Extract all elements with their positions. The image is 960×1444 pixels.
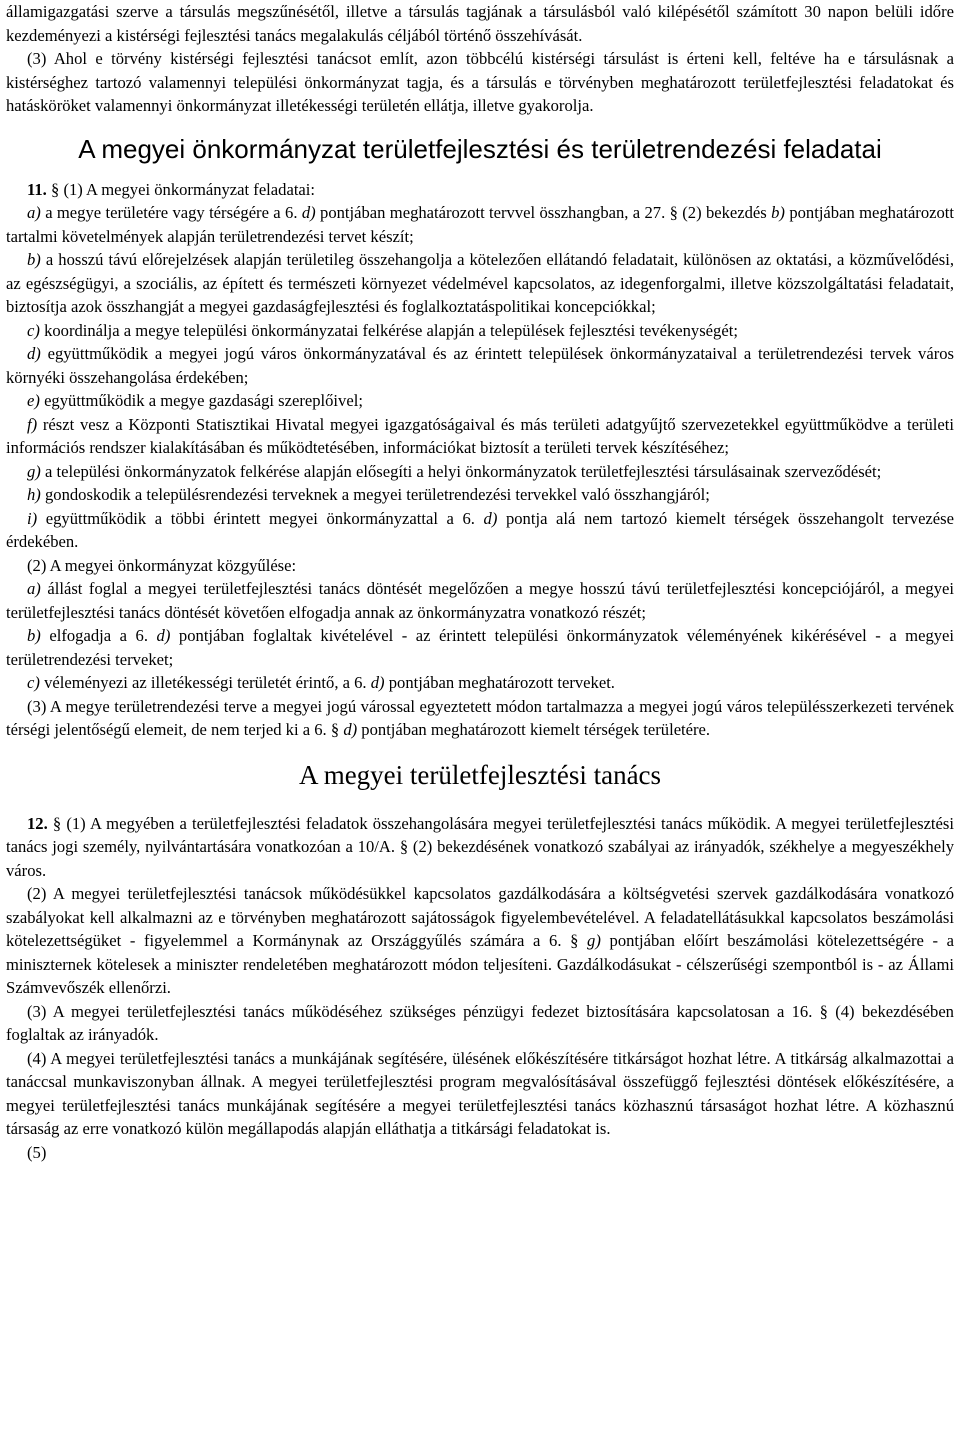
paragraph-continuation: államigazgatási szerve a társulás megszűnésétől, illetve a társulás tagjának a társulásból való kilépésétől számított 30 napon belüli időre kezdeményezi a kistérségi fejlesztési tanács megalakulás céljából történő összehívását. — [6, 2, 954, 45]
paragraph-11-3 — [6, 695, 954, 742]
item-g — [6, 460, 954, 484]
item-text: koordinálja a megye települési önkormányzatai felkérése alapján a települések fejlesztési tevékenységét; — [44, 320, 738, 340]
item-text: állást foglal a megyei területfejlesztési tanács döntését megelőzően a megye hosszú távú területfejlesztési koncepciójáról, a megyei területfejlesztési tanács döntését követően elfogadja annak az önkormányzatra vonatkozó részét; — [6, 579, 954, 622]
item-a — [6, 201, 954, 248]
item-letter: a) — [27, 579, 41, 598]
item-letter: f) — [27, 414, 38, 434]
item-ref: b) — [771, 203, 785, 222]
item-text: a települési önkormányzatok felkérése alapján elősegíti a helyi önkormányzatok területfejlesztési társulásainak szerveződését; — [44, 461, 882, 481]
paragraph-text: pontjában előírt beszámolási kötelezettségére - a miniszternek kötelesek a miniszter rendeletében meghatározott módon teljesíteni. Gazdálkodásukat - célszerűségi szempontból is - az Állami Számvevőszék ellenőrzi. — [6, 931, 954, 997]
section-11-intro — [6, 178, 954, 202]
item-text: gondoskodik a településrendezési terveknek a megyei területrendezési tervekkel való összhangjáról; — [44, 485, 710, 504]
paragraph-11-2: (2) A megyei önkormányzat közgyűlése: — [27, 555, 297, 575]
item-text: együttműködik a többi érintett megyei önkormányzattal a 6. — [45, 508, 475, 528]
item-letter: c) — [27, 673, 40, 692]
section-11-intro-text: (1) A megyei önkormányzat feladatai: — [63, 179, 316, 199]
section-12-5: (5) — [27, 1142, 47, 1162]
paragraph-text: (3) A megyei területfejlesztési tanács működéséhez szükséges pénzügyi fedezet biztosítására kapcsolatosan a 16. — [27, 1001, 813, 1021]
item-text: pontjában meghatározott tartalmi követelmények alapján területrendezési tervet készít; — [6, 203, 955, 246]
item-text: elfogadja a 6. — [49, 626, 148, 645]
section-symbol: § — [669, 203, 678, 222]
section-12-4: (4) A megyei területfejlesztési tanács a munkájának segítésére, ülésének előkészítésére titkárságot hozhat létre. A titkárság alkalmazottai a tanáccsal munkaviszonyban állnak. A megyei területfejlesztési program megvalósításával összefüggő fejlesztési döntések előkészítésére, a megyei területfejlesztési tanács munkájának segítésére a megyei területfejlesztési tanács közhasznú társaságot hozhat létre. A közhasznú társaság az erre vonatkozó külön megállapodás alapján elláthatja a titkársági feladatokat is. — [6, 1048, 954, 1138]
section-12-3 — [6, 1000, 954, 1047]
section-heading-county-council: A megyei területfejlesztési tanács — [298, 759, 662, 790]
item-ref: d) — [343, 720, 358, 739]
item-ref: d) — [301, 203, 316, 222]
item-letter: i) — [27, 508, 38, 528]
paragraph-text: pontjában meghatározott kiemelt térségek területére. — [361, 720, 711, 739]
item-letter: e) — [27, 391, 40, 410]
section-heading-county-tasks: A megyei önkormányzat területfejlesztési és területrendezési feladatai — [78, 133, 882, 164]
item-letter: b) — [27, 250, 41, 269]
section-number: 11. — [27, 179, 47, 199]
item-h — [6, 483, 954, 507]
item-letter: c) — [27, 320, 40, 340]
item-letter: d) — [27, 344, 41, 363]
item-f — [6, 413, 954, 460]
paragraph-text: (2) bekezdésének vonatkozó szabályai az irányadók, székhelye a megyeszékhely város. — [6, 837, 954, 880]
item-b — [6, 248, 954, 319]
item-text: véleményezi az illetékességi területét érintő, a 6. — [44, 673, 367, 692]
section-symbol: § — [570, 931, 579, 950]
item-text: együttműködik a megyei jogú város önkormányzatával és az érintett települések önkormányzataival a területrendezési tervek város környéki összehangolása érdekében; — [6, 344, 954, 387]
paragraph-3: (3) Ahol e törvény kistérségi fejlesztési tanácsot említ, azon többcélú kistérségi társulást is érteni kell, feltéve ha e társulásnak a kistérséghez tartozó valamennyi települési önkormányzat tagja, és a társulás e törvényben meghatározott területfejlesztési feladatokat és hatásköröket valamennyi önkormányzat illetékességi területén ellátja, illetve gyakorolja. — [6, 49, 954, 115]
section-symbol: § — [50, 179, 60, 199]
item-ref: g) — [587, 931, 601, 950]
item-d — [6, 342, 954, 389]
item-text: együttműködik a megye gazdasági szereplőivel; — [44, 391, 363, 410]
item-c — [6, 319, 954, 343]
item-ref: d) — [370, 673, 385, 692]
item-letter: b) — [27, 626, 41, 645]
item-text: a megye területére vagy térségére a 6. — [45, 203, 298, 222]
item-letter: g) — [27, 461, 41, 481]
paragraph-text: (4) bekezdésében foglaltak az irányadók. — [6, 1001, 954, 1044]
item-e — [6, 389, 954, 413]
item-i — [6, 507, 954, 554]
section-number: 12. — [27, 813, 48, 833]
item-2c — [6, 671, 954, 695]
section-symbol: § — [52, 813, 62, 833]
paragraph-text: (3) A megye területrendezési terve a megyei jogú várossal egyeztetett módon tartalmazza a megyei jogú város településszerkezeti tervének térségi jelentőségű elemeit, de nem terjed ki a 6. — [6, 696, 954, 739]
section-symbol: § — [819, 1001, 828, 1021]
paragraph-text: (1) A megyében a területfejlesztési feladatok összehangolására megyei területfejlesztési tanács működik. A megyei területfejlesztési tanács jogi személy, nyilvántartására vonatkozóan a 10/A. — [6, 813, 954, 856]
item-ref: d) — [156, 626, 171, 645]
paragraph-text: (2) A megyei területfejlesztési tanácsok működésükkel kapcsolatos gazdálkodására a költségvetési szervek gazdálkodására vonatkozó szabályokat kell alkalmazni az e törvényben meghatározott sajátosságok figyelembevételével. A feladatellátásukkal kapcsolatos beszámolási kötelezettségüket - figyelemmel a Kormánynak az Országgyűlés számára a 6. — [6, 884, 954, 950]
item-text: pontjában foglaltak kivételével - az érintett települési önkormányzatok véleményének kikérésével - a megyei területrendezési terveket; — [6, 626, 955, 669]
item-letter: h) — [27, 485, 41, 504]
item-text: (2) bekezdés — [682, 203, 767, 222]
item-ref: d) — [483, 508, 498, 528]
item-letter: a) — [27, 203, 41, 222]
item-text: pontja alá nem tartozó kiemelt térségek összehangolt tervezése érdekében. — [6, 508, 954, 551]
item-text: pontjában meghatározott tervvel összhangban, a 27. — [320, 203, 666, 222]
section-12-2 — [6, 882, 954, 1000]
item-text: a hosszú távú előrejelzések alapján területileg összehangolja a kötelezően ellátandó feladatait, különösen az oktatási, a közművelődési, az egészségügyi, a szociális, az épített és természeti környezet védelmével kapcsolatos, az idegenforgalmi, illetve közszolgáltatási feladatait, biztosítja azok összhangját a megyei gazdaságfejlesztési és foglalkoztatáspolitikai koncepciókkal; — [6, 250, 954, 316]
item-text: pontjában meghatározott terveket. — [388, 673, 615, 692]
section-12-1 — [6, 812, 954, 883]
item-2a — [6, 577, 954, 624]
item-text: részt vesz a Központi Statisztikai Hivatal megyei igazgatóságaival és más területi adatgyűjtő szervezetekkel együttműködve a területi információs rendszer kialakításában és működtetésében, információkat biztosít a területi tervek készítéséhez; — [6, 414, 954, 457]
item-2b — [6, 624, 954, 671]
section-symbol: § — [399, 837, 409, 856]
section-symbol: § — [330, 720, 340, 739]
